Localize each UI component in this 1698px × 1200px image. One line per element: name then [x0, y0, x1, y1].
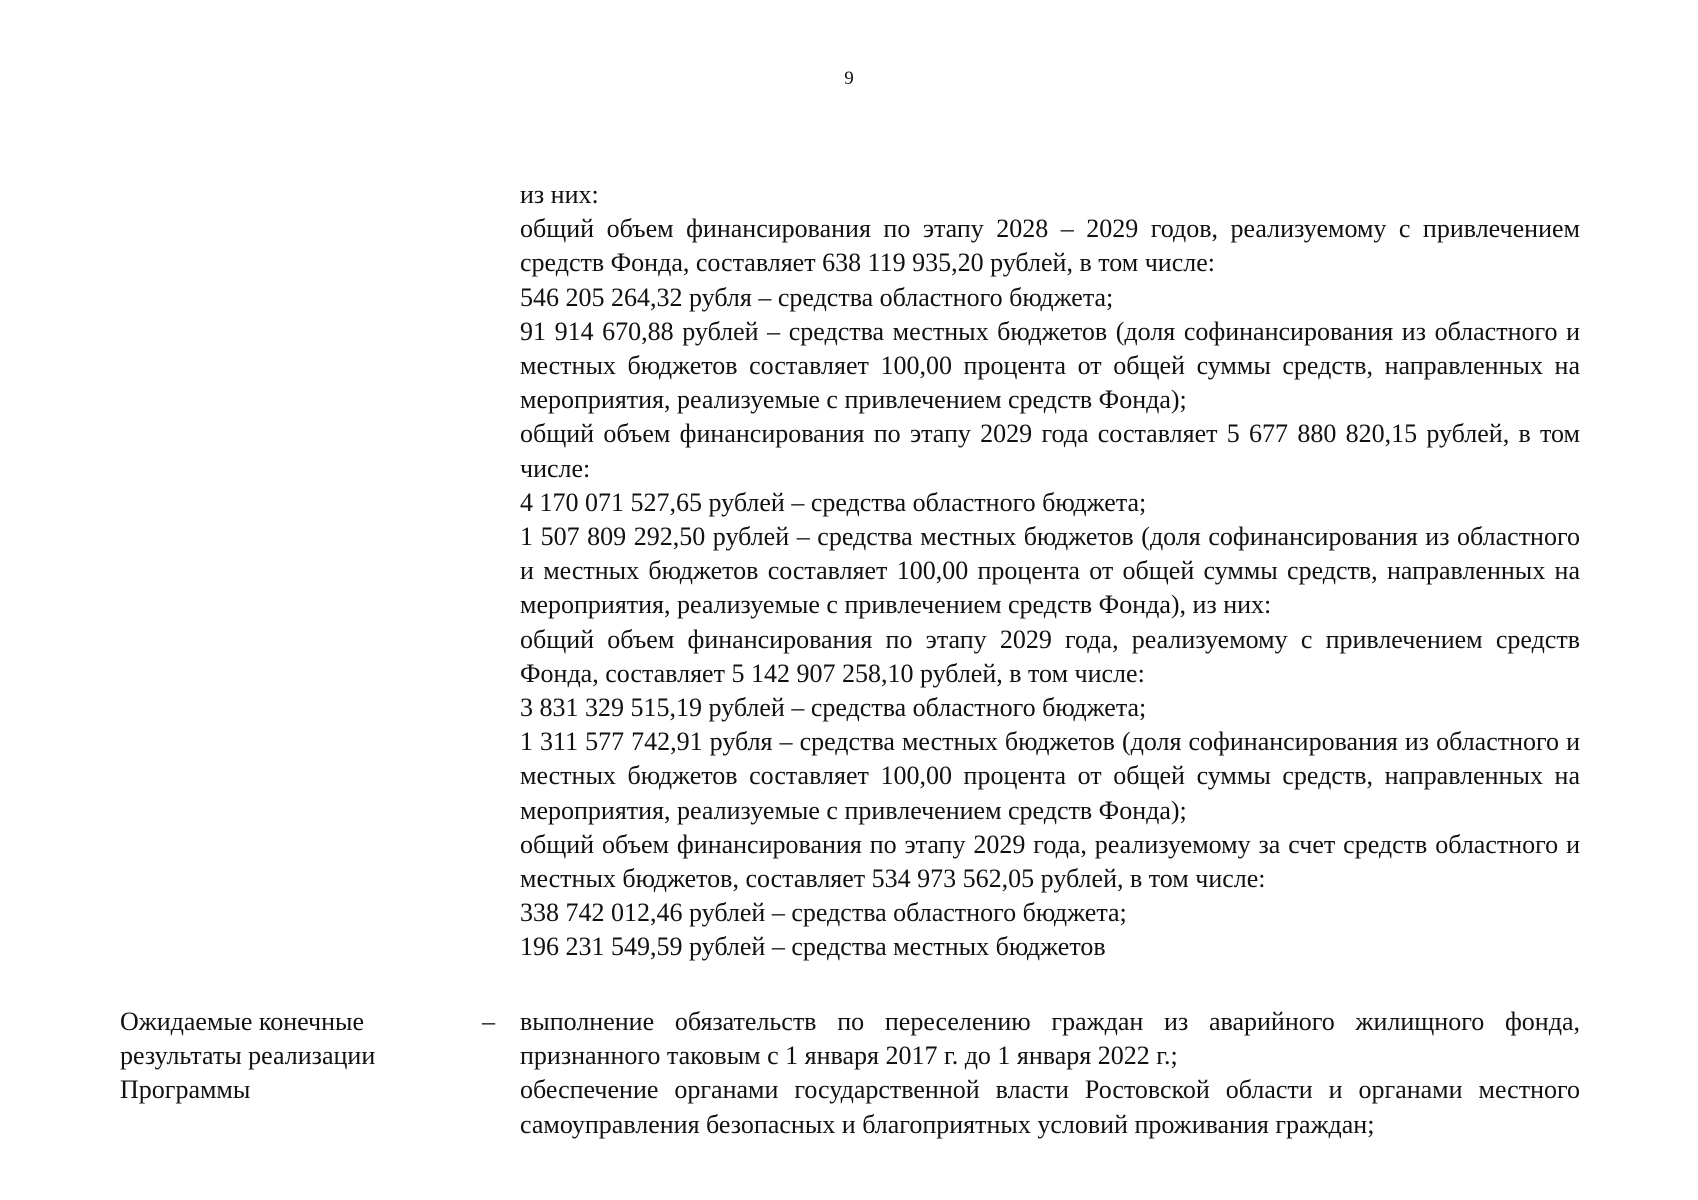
financing-paragraph: общий объем финансирования по этапу 2029 года, реализуемому с привлечением средств Фонда, составляет 5 142 907 258,10 рублей, в том числе:	[520, 624, 1580, 688]
expected-results-label: Ожидаемые конечные результаты реализации Программы	[120, 1007, 376, 1105]
financing-paragraph: 1 311 577 742,91 рубля – средства местных бюджетов (доля софинансирования из областного и местных бюджетов составляет 100,00 процента от общей суммы средств, направленных на мероприятия, реализуемые с привлечением средств Фонда);	[520, 727, 1580, 825]
financing-paragraph: 338 742 012,46 рублей – средства областного бюджета;	[520, 898, 1127, 928]
financing-paragraph: 546 205 264,32 рубля – средства областного бюджета;	[520, 282, 1114, 312]
financing-paragraph: общий объем финансирования по этапу 2029 года, реализуемому за счет средств областного и местных бюджетов, составляет 534 973 562,05 рублей, в том числе:	[520, 829, 1580, 894]
financing-paragraph: 196 231 549,59 рублей – средства местных бюджетов	[520, 932, 1106, 962]
expected-result-item: обеспечение органами государственной власти Ростовской области и органами местного самоуправления безопасных и благоприятных условий проживания граждан;	[520, 1075, 1580, 1139]
financing-paragraph: общий объем финансирования по этапу 2028 – 2029 годов, реализуемому с привлечением средств Фонда, составляет 638 119 935,20 рублей, в том числе:	[520, 214, 1580, 278]
financing-paragraph: общий объем финансирования по этапу 2029 года составляет 5 677 880 820,15 рублей, в том числе:	[520, 419, 1580, 483]
financing-paragraph: 91 914 670,88 рублей – средства местных бюджетов (доля софинансирования из областного и местных бюджетов составляет 100,00 процента от общей суммы средств, направленных на мероприятия, реализуемые с привлечением средств Фонда);	[520, 316, 1580, 415]
financing-paragraph: 4 170 071 527,65 рублей – средства областного бюджета;	[520, 487, 1147, 517]
expected-result-item: выполнение обязательств по переселению граждан из аварийного жилищного фонда, признанного таковым с 1 января 2017 г. до 1 января 2022 г.;	[520, 1007, 1580, 1071]
expected-results-dash: –	[482, 1007, 495, 1036]
financing-section	[520, 178, 1580, 965]
page-number: 9	[844, 68, 854, 89]
financing-paragraph: из них:	[520, 180, 599, 209]
financing-paragraph: 1 507 809 292,50 рублей – средства местных бюджетов (доля софинансирования из областного и местных бюджетов составляет 100,00 процента от общей суммы средств, направленных на мероприятия, реализуемые с привлечением средств Фонда), из них:	[520, 522, 1580, 620]
expected-results-list	[520, 1005, 1580, 1142]
financing-paragraph: 3 831 329 515,19 рублей – средства областного бюджета;	[520, 693, 1147, 723]
